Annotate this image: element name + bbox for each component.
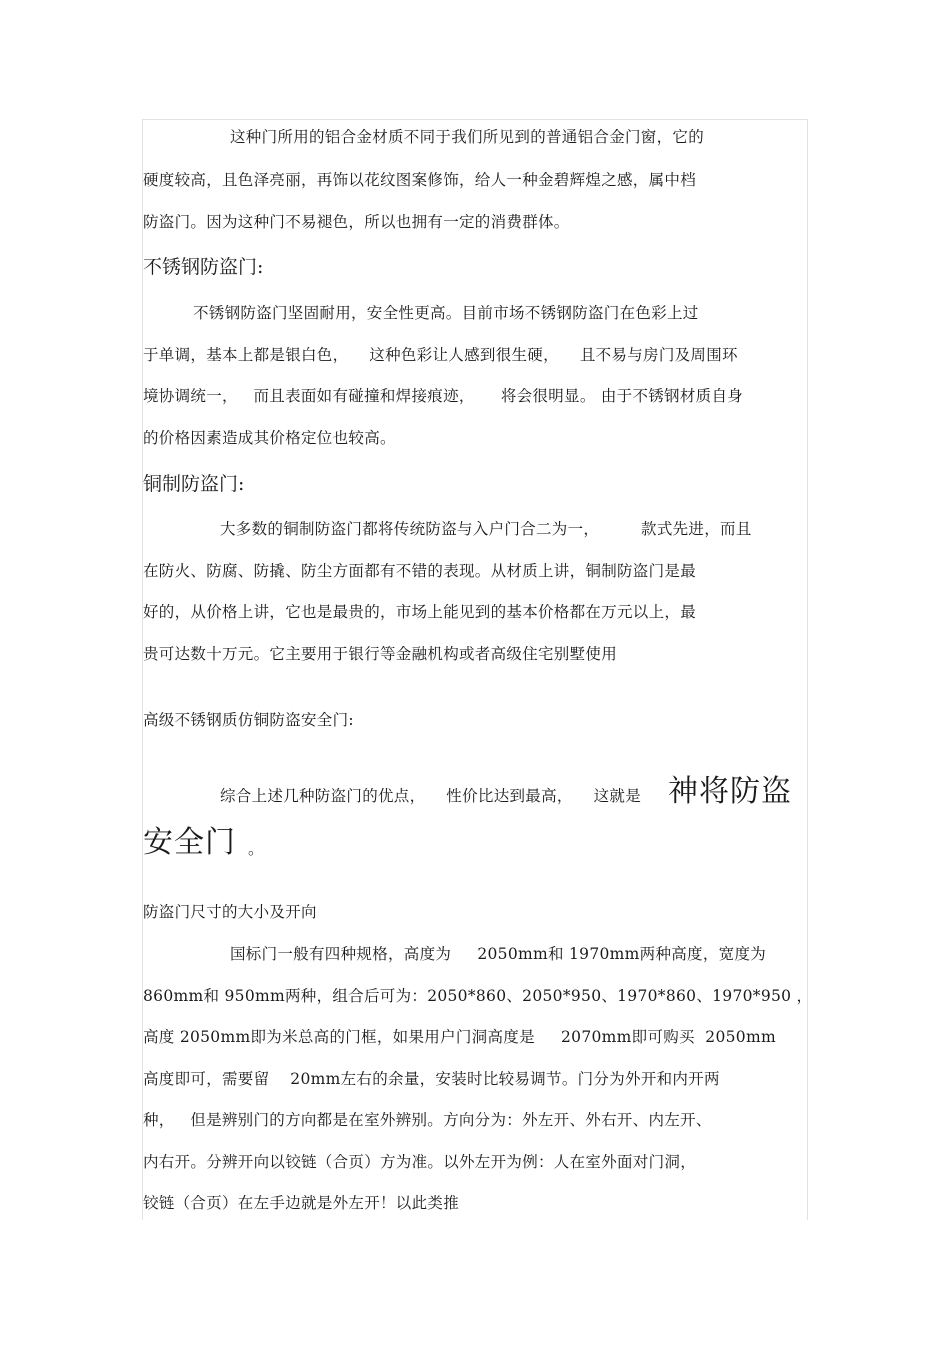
size-paragraph-line-4: 高度即可，需要留 20mm左右的余量，安装时比较易调节。门分为外开和内开两 <box>143 1070 720 1088</box>
brand-name-emphasis: 神将防盗 <box>668 775 792 808</box>
size-paragraph-line-1: 国标门一般有四种规格，高度为 2050mm和 1970mm两种高度，宽度为 <box>230 945 767 963</box>
size-paragraph-line-5: 种， 但是辨别门的方向都是在室外辨别。方向分为：外左开、外右开、内左开、 <box>143 1111 712 1129</box>
stainless-paragraph-line-3: 境协调统一， 而且表面如有碰撞和焊接痕迹， 将会很明显。 由于不锈钢材质自身 <box>143 387 744 405</box>
size-heading: 防盗门尺寸的大小及开向 <box>143 903 317 921</box>
copper-paragraph-line-2: 在防火、防腐、防撬、防尘方面都有不错的表现。从材质上讲，铜制防盗门是最 <box>143 562 697 580</box>
size-paragraph-line-3: 高度 2050mm即为米总高的门框，如果用户门洞高度是 2070mm即可购买 2050mm <box>143 1028 776 1046</box>
stainless-heading: 不锈钢防盗门: <box>143 256 264 278</box>
aluminum-paragraph-line-3: 防盗门。因为这种门不易褪色，所以也拥有一定的消费群体。 <box>143 213 570 231</box>
brand-name-emphasis-continued: 安全门 <box>143 826 236 859</box>
aluminum-paragraph-line-2: 硬度较高，且色泽亮丽，再饰以花纹图案修饰，给人一种金碧辉煌之感，属中档 <box>143 171 697 189</box>
aluminum-paragraph-line-1: 这种门所用的铝合金材质不同于我们所见到的普通铝合金门窗，它的 <box>230 128 705 146</box>
premium-line-2-suffix: 。 <box>248 840 264 858</box>
stainless-paragraph-line-1: 不锈钢防盗门坚固耐用，安全性更高。目前市场不锈钢防盗门在色彩上过 <box>193 304 699 322</box>
page-frame <box>142 119 808 1220</box>
copper-heading: 铜制防盗门: <box>143 473 245 495</box>
stainless-paragraph-line-4: 的价格因素造成其价格定位也较高。 <box>143 429 396 447</box>
size-paragraph-line-7: 铰链（合页）在左手边就是外左开！以此类推 <box>143 1194 460 1212</box>
premium-heading: 高级不锈钢质仿铜防盗安全门: <box>143 711 354 729</box>
copper-paragraph-line-3: 好的，从价格上讲，它也是最贵的，市场上能见到的基本价格都在万元以上，最 <box>143 603 697 621</box>
size-paragraph-line-2: 860mm和 950mm两种，组合后可为：2050*860、2050*950、1970*860、1970*950 ， <box>143 987 813 1005</box>
premium-line-1-prefix: 综合上述几种防盗门的优点， 性价比达到最高， 这就是 <box>220 787 642 805</box>
stainless-paragraph-line-2: 于单调，基本上都是银白色， 这种色彩让人感到很生硬， 且不易与房门及周围环 <box>143 346 738 364</box>
copper-paragraph-line-4: 贵可达数十万元。它主要用于银行等金融机构或者高级住宅别墅使用 <box>143 645 618 663</box>
size-paragraph-line-6: 内右开。分辨开向以铰链（合页）方为准。以外左开为例：人在室外面对门洞， <box>143 1153 697 1171</box>
copper-paragraph-line-1: 大多数的铜制防盗门都将传统防盗与入户门合二为一， 款式先进，而且 <box>220 520 752 538</box>
